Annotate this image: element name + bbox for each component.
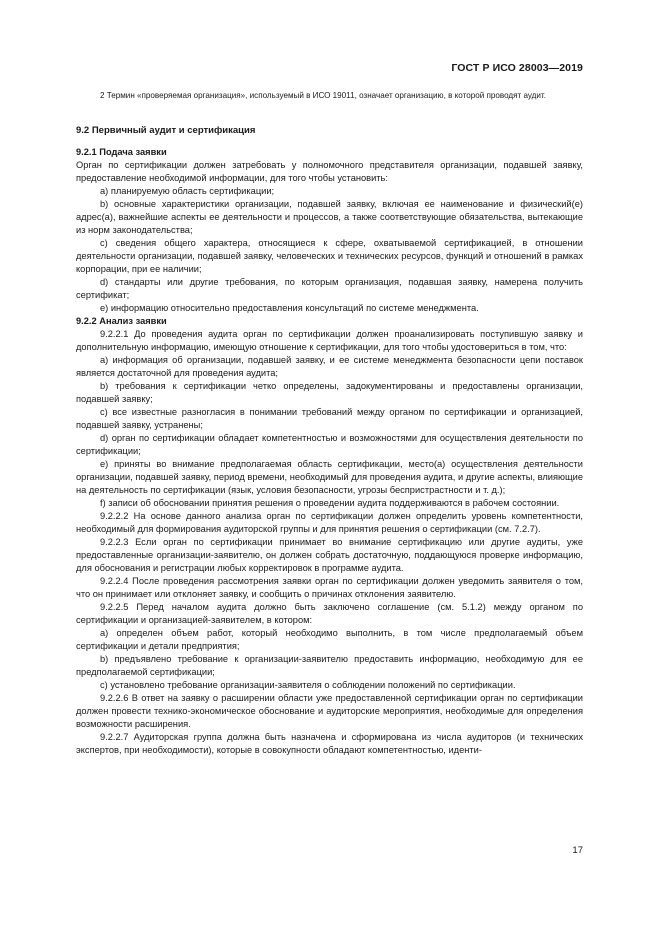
list-item: b) основные характеристики организации, подавшей заявку, включая ее наименование и физический(е) адрес(а), важнейшие аспекты ее деятельности и процессов, а также соответствующие обязательства, вытекающие из норм законодательства; [76,198,583,235]
paragraph: 9.2.2.2 На основе данного анализа орган по сертификации должен определить уровень компетентности, необходимый для формирования аудиторской группы и для принятия решения о сертификации (см. 7.2.7). [76,510,583,534]
paragraph: Орган по сертификации должен затребовать у полномочного представителя организации, подавшей заявку, предоставление необходимой информации, для того чтобы установить: [76,159,583,183]
list-item: c) установлено требование организации-заявителя о соблюдении положений по сертификации. [100,679,516,690]
list-item: a) определен объем работ, который необходимо выполнить, в том числе предполагаемый объем сертификации и детали предприятия; [76,627,583,651]
page-number: 17 [572,845,583,856]
list-item: c) сведения общего характера, относящиеся к сфере, охватываемой сертификацией, в отношении деятельности организации, подавшей заявку, человеческих и технических ресурсов, функций и отношений в рамках корпорации, при ее наличии; [76,237,583,274]
list-item: e) приняты во внимание предполагаемая область сертификации, место(а) осуществления деятельности организации, подавшей заявку, период времени, необходимый для проведения аудита, и другие аспекты, влияющие на деятельность по сертификации (язык, условия безопасности, угрозы беспристрастности и т. д.); [76,458,583,495]
paragraph: 9.2.2.5 Перед началом аудита должно быть заключено соглашение (см. 5.1.2) между органом по сертификации и организацией-заявителем, в котором: [76,601,583,625]
paragraph: 9.2.2.1 До проведения аудита орган по сертификации должен проанализировать поступившую заявку и дополнительную информацию, имеющую отношение к сертификации, для того чтобы удостовериться в том, что: [76,328,583,352]
standard-header: ГОСТ Р ИСО 28003—2019 [451,62,583,74]
paragraph: 9.2.2.4 После проведения рассмотрения заявки орган по сертификации должен уведомить заявителя о том, что он принимает или отклоняет заявку, и сообщить о причинах отклонения заявителю. [76,575,583,599]
list-item: b) предъявлено требование к организации-заявителю предоставить информацию, необходимую для ее предполагаемой сертификации; [76,653,583,677]
note-2: 2 Термин «проверяемая организация», используемый в ИСО 19011, означает организацию, в которой проводят аудит. [100,91,546,100]
paragraph: 9.2.2.7 Аудиторская группа должна быть назначена и сформирована из числа аудиторов (и технических экспертов, при необходимости), которые в совокупности обладают компетентностью, иденти- [76,731,583,755]
list-item: c) все известные разногласия в понимании требований между органом по сертификации и организацией, подавшей заявку, устранены; [76,406,583,430]
spacer [76,102,583,124]
list-item: f) записи об обосновании принятия решения о проведении аудита поддерживаются в рабочем состоянии. [100,497,560,508]
paragraph: 9.2.2.6 В ответ на заявку о расширении области уже предоставленной сертификации орган по сертификации должен провести технико-экономическое обоснование и аудиторские мероприятия, необходимые для определения возможности расширения. [76,692,583,729]
document-body [76,90,583,757]
spacer [76,137,583,146]
subsection-title-9-2-1: 9.2.1 Подача заявки [76,146,167,157]
list-item: d) орган по сертификации обладает компетентностью и возможностями для осуществления деятельности по сертификации; [76,432,583,456]
subsection-title-9-2-2: 9.2.2 Анализ заявки [76,315,167,326]
list-item: a) планируемую область сертификации; [100,185,275,196]
list-item: e) информацию относительно предоставления консультаций по системе менеджмента. [100,302,479,313]
list-item: a) информация об организации, подавшей заявку, и ее системе менеджмента безопасности цепи поставок является достаточной для проведения аудита; [76,354,583,378]
section-title: 9.2 Первичный аудит и сертификация [76,124,256,136]
paragraph: 9.2.2.3 Если орган по сертификации принимает во внимание сертификацию или другие аудиты, уже предоставленные организации-заявителю, он должен собрать достаточную, поддающуюся проверке информацию, для обоснования и регистрации любых корректировок в программе аудита. [76,536,583,573]
list-item: d) стандарты или другие требования, по которым организация, подавшая заявку, намерена получить сертификат; [76,276,583,300]
list-item: b) требования к сертификации четко определены, задокументированы и предоставлены организации, подавшей заявку; [76,380,583,404]
